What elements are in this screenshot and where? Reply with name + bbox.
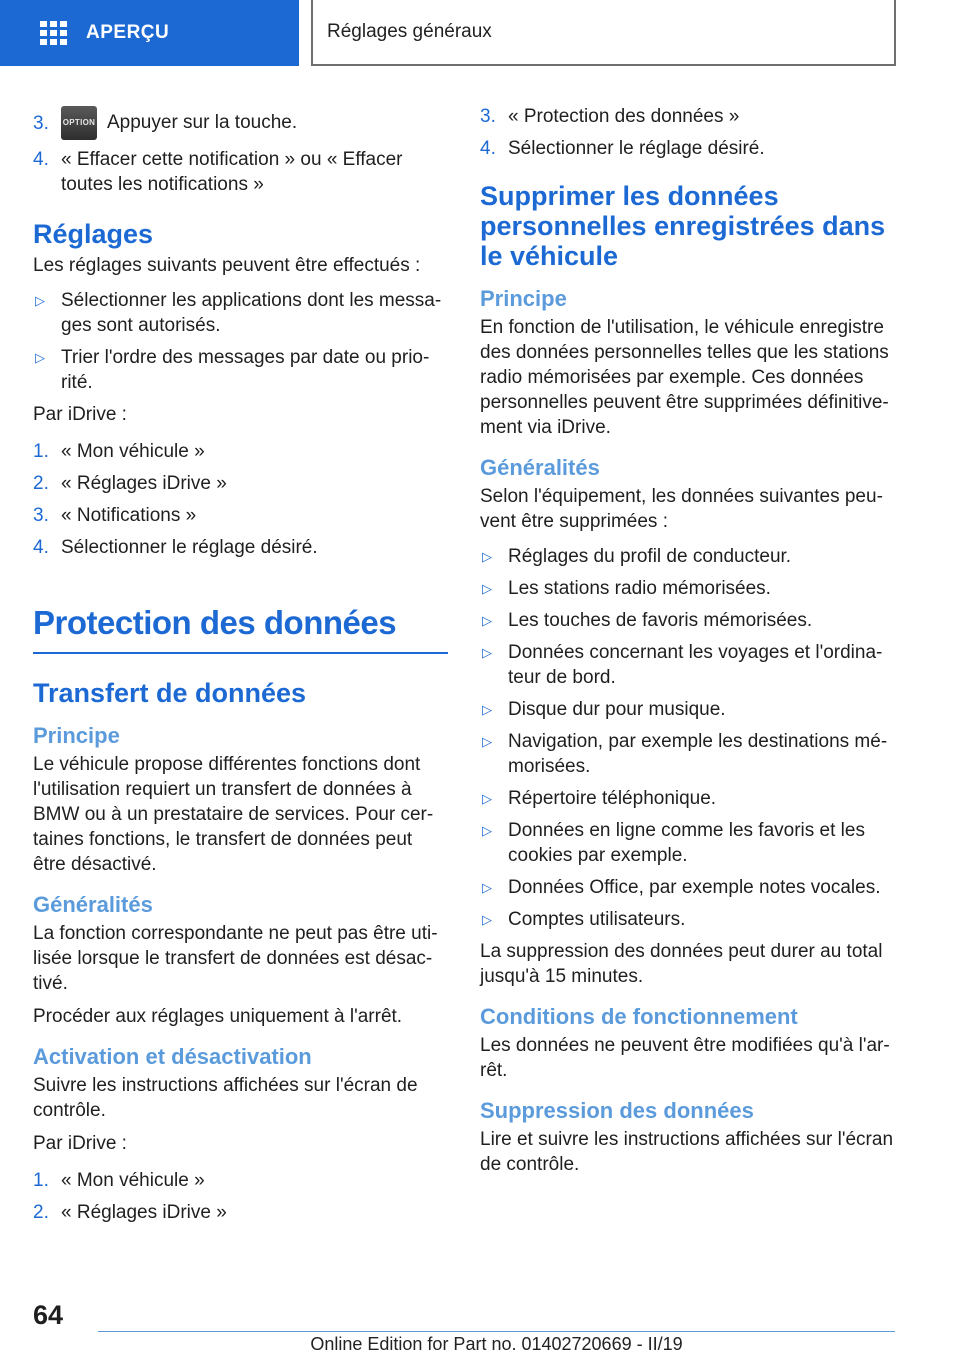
list-item-text: Réglages du profil de conducteur.: [508, 546, 792, 567]
triangle-bullet-icon: ▷: [482, 791, 492, 806]
list-item-text: Trier l'ordre des messages par date ou priorité.: [61, 347, 430, 393]
general-text: Selon l'équipement, les données suivantes peuvent être supprimées :: [480, 486, 883, 532]
list-item: [480, 875, 896, 900]
list-item: [480, 907, 896, 932]
principle-text: Le véhicule propose différentes fonctions dont l'utilisation requiert un transfert de données à BMW ou à un prestataire de services. Pour certaines fonctions, le transfert de données peut être désactivé.: [33, 754, 434, 875]
step-item: [33, 471, 448, 496]
step-text: Sélectionner le réglage désiré.: [508, 138, 765, 159]
step-number: 3.: [33, 112, 49, 134]
triangle-bullet-icon: ▷: [482, 581, 492, 596]
duration-text: La suppression des données peut durer au total jusqu'à 15 minutes.: [480, 941, 883, 987]
main-title: Protection des données: [33, 604, 448, 654]
footer-divider: [98, 1331, 895, 1332]
suppression-heading: Suppression des données: [480, 1098, 754, 1123]
step-number: 2.: [33, 473, 49, 494]
option-key-icon: OPTION: [61, 106, 97, 140]
step-text: « Réglages iDrive »: [61, 1202, 227, 1223]
step-item: [33, 535, 448, 560]
suppression-text: Lire et suivre les instructions affichées sur l'écran de contrôle.: [480, 1129, 894, 1175]
list-item: [480, 608, 896, 633]
step-text: « Protection des données »: [508, 106, 740, 127]
general-text: La fonction correspondante ne peut pas être utilisée lorsque le transfert de données est désactivé.: [33, 923, 438, 994]
par-idrive-label: Par iDrive :: [33, 1133, 127, 1154]
list-item: [480, 697, 896, 722]
step-number: 4.: [33, 537, 49, 558]
section-title: Réglages généraux: [327, 21, 492, 42]
step-item: [33, 106, 448, 140]
triangle-bullet-icon: ▷: [482, 823, 492, 838]
general-heading: Généralités: [33, 892, 153, 917]
general-heading: Généralités: [480, 455, 600, 480]
triangle-bullet-icon: ▷: [482, 645, 492, 660]
step-text: « Notifications »: [61, 505, 197, 526]
principle-text: En fonction de l'utilisation, le véhicule enregistre des données personnelles telles que les stations radio mémorisées par exemple. Ces données personnelles peuvent être supprimées définitivement via iDrive.: [480, 317, 889, 438]
triangle-bullet-icon: ▷: [482, 912, 492, 927]
list-item-text: Données Office, par exemple notes vocales.: [508, 877, 881, 898]
step-text: « Mon véhicule »: [61, 441, 205, 462]
settings-intro: Les réglages suivants peuvent être effectués :: [33, 255, 421, 276]
step-number: 4.: [33, 149, 49, 170]
section-title-tab[interactable]: [311, 0, 896, 66]
conditions-heading: Conditions de fonctionnement: [480, 1004, 798, 1029]
top-bar: [0, 0, 960, 66]
overview-tab[interactable]: [0, 0, 299, 66]
par-idrive-label: Par iDrive :: [33, 404, 127, 425]
list-item: [480, 786, 896, 811]
step-text: « Mon véhicule »: [61, 1170, 205, 1191]
step-text: Sélectionner le réglage désiré.: [61, 537, 318, 558]
step-text: Appuyer sur la touche.: [107, 112, 298, 134]
step-item: [33, 1168, 448, 1193]
step-text: « Effacer cette notification » ou « Effacer toutes les notifications »: [61, 149, 403, 195]
grid-menu-icon: [40, 21, 68, 45]
list-item-text: Sélectionner les applications dont les messages sont autorisés.: [61, 290, 442, 336]
settings-heading: Réglages: [33, 219, 154, 249]
list-item: [480, 729, 896, 779]
activation-text: Suivre les instructions affichées sur l'écran de contrôle.: [33, 1075, 418, 1121]
step-number: 4.: [480, 138, 496, 159]
footer-edition: Online Edition for Part no. 01402720669 - II/19: [310, 1334, 683, 1354]
step-number: 3.: [33, 505, 49, 526]
step-text: « Réglages iDrive »: [61, 473, 227, 494]
list-item: [480, 576, 896, 601]
triangle-bullet-icon: ▷: [482, 549, 492, 564]
triangle-bullet-icon: ▷: [482, 702, 492, 717]
right-column: [480, 104, 896, 1185]
list-item-text: Disque dur pour musique.: [508, 699, 726, 720]
list-item-text: Données en ligne comme les favoris et les cookies par exemple.: [508, 820, 865, 866]
list-item-text: Les touches de favoris mémorisées.: [508, 610, 813, 631]
list-item: [480, 818, 896, 868]
principle-heading: Principe: [33, 723, 120, 748]
step-item: [480, 136, 896, 161]
triangle-bullet-icon: ▷: [482, 734, 492, 749]
step-number: 3.: [480, 106, 496, 127]
list-item: [33, 288, 448, 338]
triangle-bullet-icon: ▷: [35, 293, 45, 308]
list-item: [33, 345, 448, 395]
triangle-bullet-icon: ▷: [35, 350, 45, 365]
triangle-bullet-icon: ▷: [482, 880, 492, 895]
delete-data-heading: Supprimer les données personnelles enregistrées dans le véhicule: [480, 181, 886, 271]
list-item-text: Comptes utilisateurs.: [508, 909, 686, 930]
general-note: Procéder aux réglages uniquement à l'arrêt.: [33, 1006, 403, 1027]
activation-heading: Activation et désactivation: [33, 1044, 312, 1069]
triangle-bullet-icon: ▷: [482, 613, 492, 628]
left-column: [33, 100, 448, 1232]
step-item: [33, 147, 448, 197]
step-number: 1.: [33, 441, 49, 462]
list-item-text: Données concernant les voyages et l'ordinateur de bord.: [508, 642, 883, 688]
step-item: [480, 104, 896, 129]
page-number: 64: [33, 1300, 64, 1330]
list-item-text: Les stations radio mémorisées.: [508, 578, 771, 599]
list-item: [480, 544, 896, 569]
list-item-text: Répertoire téléphonique.: [508, 788, 717, 809]
transfer-heading: Transfert de données: [33, 678, 307, 708]
conditions-text: Les données ne peuvent être modifiées qu'à l'arrêt.: [480, 1035, 890, 1081]
step-item: [33, 439, 448, 464]
step-number: 1.: [33, 1170, 49, 1191]
list-item: [480, 640, 896, 690]
step-item: [33, 503, 448, 528]
step-item: [33, 1200, 448, 1225]
overview-label: APERÇU: [86, 22, 170, 43]
principle-heading: Principe: [480, 286, 567, 311]
list-item-text: Navigation, par exemple les destinations mémorisées.: [508, 731, 888, 777]
step-number: 2.: [33, 1202, 49, 1223]
